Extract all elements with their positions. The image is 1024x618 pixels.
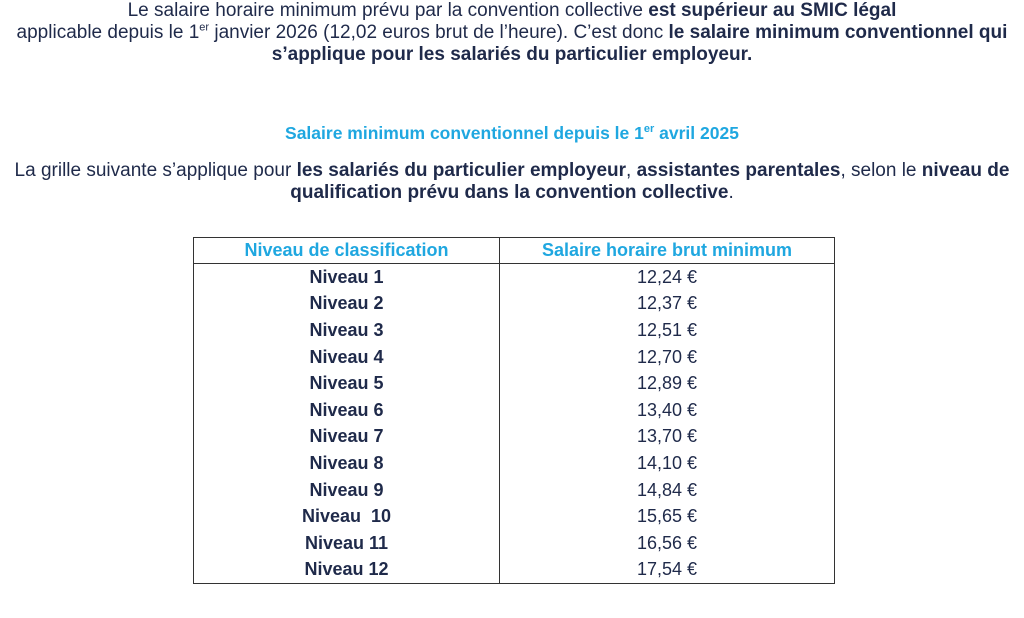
wage-cell: 16,56 € [500, 530, 835, 557]
wage-cell: 12,89 € [500, 370, 835, 397]
wage-cell: 12,24 € [500, 264, 835, 291]
table-row [194, 264, 835, 291]
level-cell: Niveau 4 [194, 344, 500, 371]
table-row [194, 370, 835, 397]
table-row [194, 477, 835, 504]
level-cell: Niveau 11 [194, 530, 500, 557]
grid-bold-qualification: niveau de qualification prévu dans la convention collective [290, 160, 1010, 203]
grid-text-1: La grille suivante s’applique pour [14, 160, 297, 181]
table-row [194, 317, 835, 344]
table-row [194, 397, 835, 424]
level-cell: Niveau 3 [194, 317, 500, 344]
wage-cell: 15,65 € [500, 503, 835, 530]
table-row [194, 291, 835, 318]
wage-cell: 14,10 € [500, 450, 835, 477]
heading-suffix: avril 2025 [654, 123, 739, 143]
grid-text-3: , selon le [840, 160, 922, 181]
grid-text-2: , [626, 160, 637, 181]
level-cell: Niveau 6 [194, 397, 500, 424]
intro-superscript: er [199, 21, 210, 34]
level-cell: Niveau 8 [194, 450, 500, 477]
header-classification: Niveau de classification [194, 238, 500, 264]
wage-cell: 12,70 € [500, 344, 835, 371]
table-row [194, 530, 835, 557]
level-cell: Niveau 12 [194, 557, 500, 584]
table-row [194, 557, 835, 584]
salary-table [193, 237, 835, 584]
wage-cell: 17,54 € [500, 557, 835, 584]
grid-bold-assistants: assistantes parentales [636, 160, 841, 181]
grid-intro-paragraph [0, 160, 1024, 204]
level-cell: Niveau 9 [194, 477, 500, 504]
table-row [194, 450, 835, 477]
intro-text-1: Le salaire horaire minimum prévu par la convention collective [127, 0, 649, 21]
wage-cell: 13,70 € [500, 424, 835, 451]
header-wage: Salaire horaire brut minimum [500, 238, 835, 264]
level-cell: Niveau 1 [194, 264, 500, 291]
wage-cell: 12,37 € [500, 291, 835, 318]
table-row [194, 503, 835, 530]
heading-prefix: Salaire minimum conventionnel depuis le 1 [285, 123, 644, 143]
intro-bold-conclusion: le salaire minimum conventionnel qui s’applique pour les salariés du particulier employeur. [271, 22, 1008, 65]
grid-bold-employers: les salariés du particulier employeur [296, 160, 627, 181]
table-row [194, 344, 835, 371]
wage-cell: 12,51 € [500, 317, 835, 344]
wage-cell: 14,84 € [500, 477, 835, 504]
level-cell: Niveau 2 [194, 291, 500, 318]
section-heading [0, 123, 1024, 144]
level-cell: Niveau 7 [194, 424, 500, 451]
wage-cell: 13,40 € [500, 397, 835, 424]
intro-bold-smic: est supérieur au SMIC légal [648, 0, 897, 21]
heading-superscript: er [643, 123, 655, 136]
intro-paragraph [0, 0, 1024, 66]
grid-text-4: . [728, 182, 734, 203]
level-cell: Niveau 5 [194, 370, 500, 397]
intro-text-2: applicable depuis le 1 [16, 22, 200, 43]
level-cell: Niveau 10 [194, 503, 500, 530]
intro-text-3: janvier 2026 (12,02 euros brut de l’heure). C’est donc [209, 22, 669, 43]
table-header-row [194, 238, 835, 264]
table-row [194, 424, 835, 451]
